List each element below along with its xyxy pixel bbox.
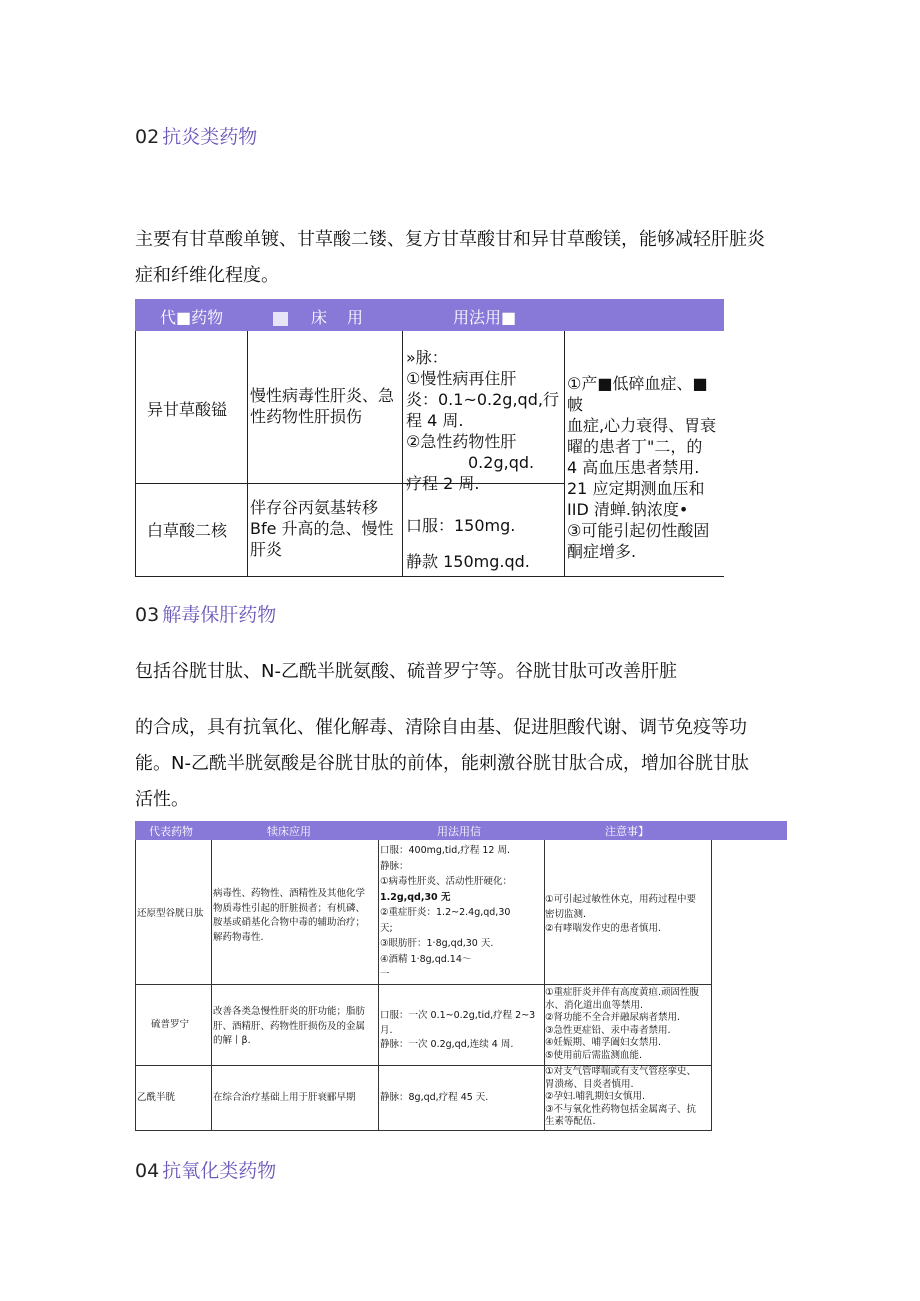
paragraph-detox [135,654,785,690]
table-body [135,331,724,577]
header-clinical-1: 床 [311,308,328,327]
header-dosage: 用法用信 [437,825,481,838]
section-number: 03 [135,604,160,626]
table-cell-notes: ①产■低碎血症、■帔 血症,心力衰得、胃衰 曜的患者丁"二，的 4 高血压患者禁用. 21 应定期测血压和 IID 清蝉.钠浓度• ③可能引起仞性酸固 酮症增多. [567,374,717,561]
table-cell-drug: 硫普罗宁 [151,1019,190,1030]
table-cell-use: 病毒性、药物性、酒精性及其他化学 物质毒性引起的肝脏损者；有机磷、 胺基或硝基化合物中毒的辅助治疗； 解药物毒性. [213,888,366,943]
table-cell-use: 在综合治疗基础上用于肝衰郦早期 [213,1092,356,1103]
detox-drug-table [135,821,787,1131]
table-cell-dosage: »脉： ①慢性病再住肝 炎：0.1~0.2g,qd,行 程 4 周. ②急性药物性肝 0.2g,qd. 疗程 2 周. [406,348,559,493]
table-cell-drug: 异甘草酸镒 [147,400,228,419]
section-number: 04 [135,1160,160,1182]
section-number: 02 [135,126,160,148]
section-title-03 [135,600,276,627]
header-notes: 注意事】 [605,825,649,838]
table-cell-drug: 乙酰半胱 [137,1092,176,1103]
paragraph-line: 活性。 [135,789,189,810]
table-cell-drug: 白草酸二核 [147,521,228,540]
table-cell-notes: ①可引起过敏性休克，用药过程中要 密切监测. ②有哮喘发作史的患者慎用. [545,894,697,934]
section-title-text: 解毒保肝药物 [162,604,277,626]
paragraph-line: 症和纤维化程度。 [135,265,279,286]
header-marker [273,312,288,326]
header-clinical-2: 用 [347,308,364,327]
table-cell-dosage: 口服：150mg. 静款 150mg.qd. [406,516,530,571]
section-title-text: 抗氧化类药物 [162,1160,277,1182]
section-title-02 [135,122,257,149]
table-cell-use: 改善各类急慢性肝炎的肝功能；脂肪 肝、酒精肝、药物性肝损伤及的金属 的解丨β. [213,1006,366,1046]
table-cell-dosage: 口服：400mg,tid,疗程 12 周. 静脉： ①病毒性肝炎、活动性肝硬化： 1.2g,qd,30 无 ②重症肝炎：1.2~2.4g,qd,30 天; ③眼肪肝：1·8g,qd,30 天. ④酒精 1·8g,qd.14〜 一 [380,845,513,980]
table-cell-use: 伴存谷丙氨基转移 Bfe 升高的急、慢性 肝炎 [250,498,394,559]
header-drug: 代表药物 [149,825,193,838]
table-cell-notes: ①重症肝炎并伴有高度黄疸.顽固性腹 水、消化道出血等禁用. ②肾功能不全合并融尿病者禁用. ③急性更症铅、汞中毒者禁用. ④妊娠期、哺孚阖妇女禁用. ⑤使用前后需监测血能. [545,987,700,1061]
paragraph-anti-inflammatory [135,222,785,294]
table-cell-notes: ①对支气管哮喘或有支气管痉挛史、 胃溃疡、目炎者慎用. ②孕妇.哺乳期妇女慎用. ③不与氧化性药物包括金属离子、抗 生素等配伍. [545,1066,697,1127]
table-cell-dosage: 静脉：8g,qd,疗程 45 天. [380,1092,489,1103]
header-clinical: 犊床应用 [267,825,311,838]
paragraph-glutathione [135,710,785,818]
paragraph-line: 包括谷胱甘肽、N-乙酰半胱氨酸、硫普罗宁等。谷胱甘肽可改善肝脏 [135,661,677,682]
table-cell-drug: 还原型谷胱日肽 [137,908,204,919]
header-drug: 代■药物 [160,308,224,327]
table-header [135,821,787,840]
paragraph-line: 主要有甘草酸单镀、甘草酸二镂、复方甘草酸甘和异甘草酸镁，能够减轻肝脏炎 [135,229,765,250]
header-dosage: 用法用■ [453,308,517,327]
paragraph-line: 的合成，具有抗氧化、催化解毒、清除自由基、促进胆酸代谢、调节免疫等功 [135,717,747,738]
paragraph-line: 能。N-乙酰半胱氨酸是谷胱甘肽的前体，能刺激谷胱甘肽合成，增加谷胱甘肽 [135,753,749,774]
table-header [135,299,724,331]
section-title-04 [135,1156,276,1183]
table-cell-use: 慢性病毒性肝炎、急 性药物性肝损伤 [250,386,395,426]
anti-inflammatory-drug-table [135,299,724,577]
section-title-text: 抗炎类药物 [162,126,258,148]
table-cell-dosage: 口服：一次 0.1~0.2g,tid,疗程 2~3 月. 静脉：一次 0.2g,qd,连续 4 周. [380,1010,536,1050]
